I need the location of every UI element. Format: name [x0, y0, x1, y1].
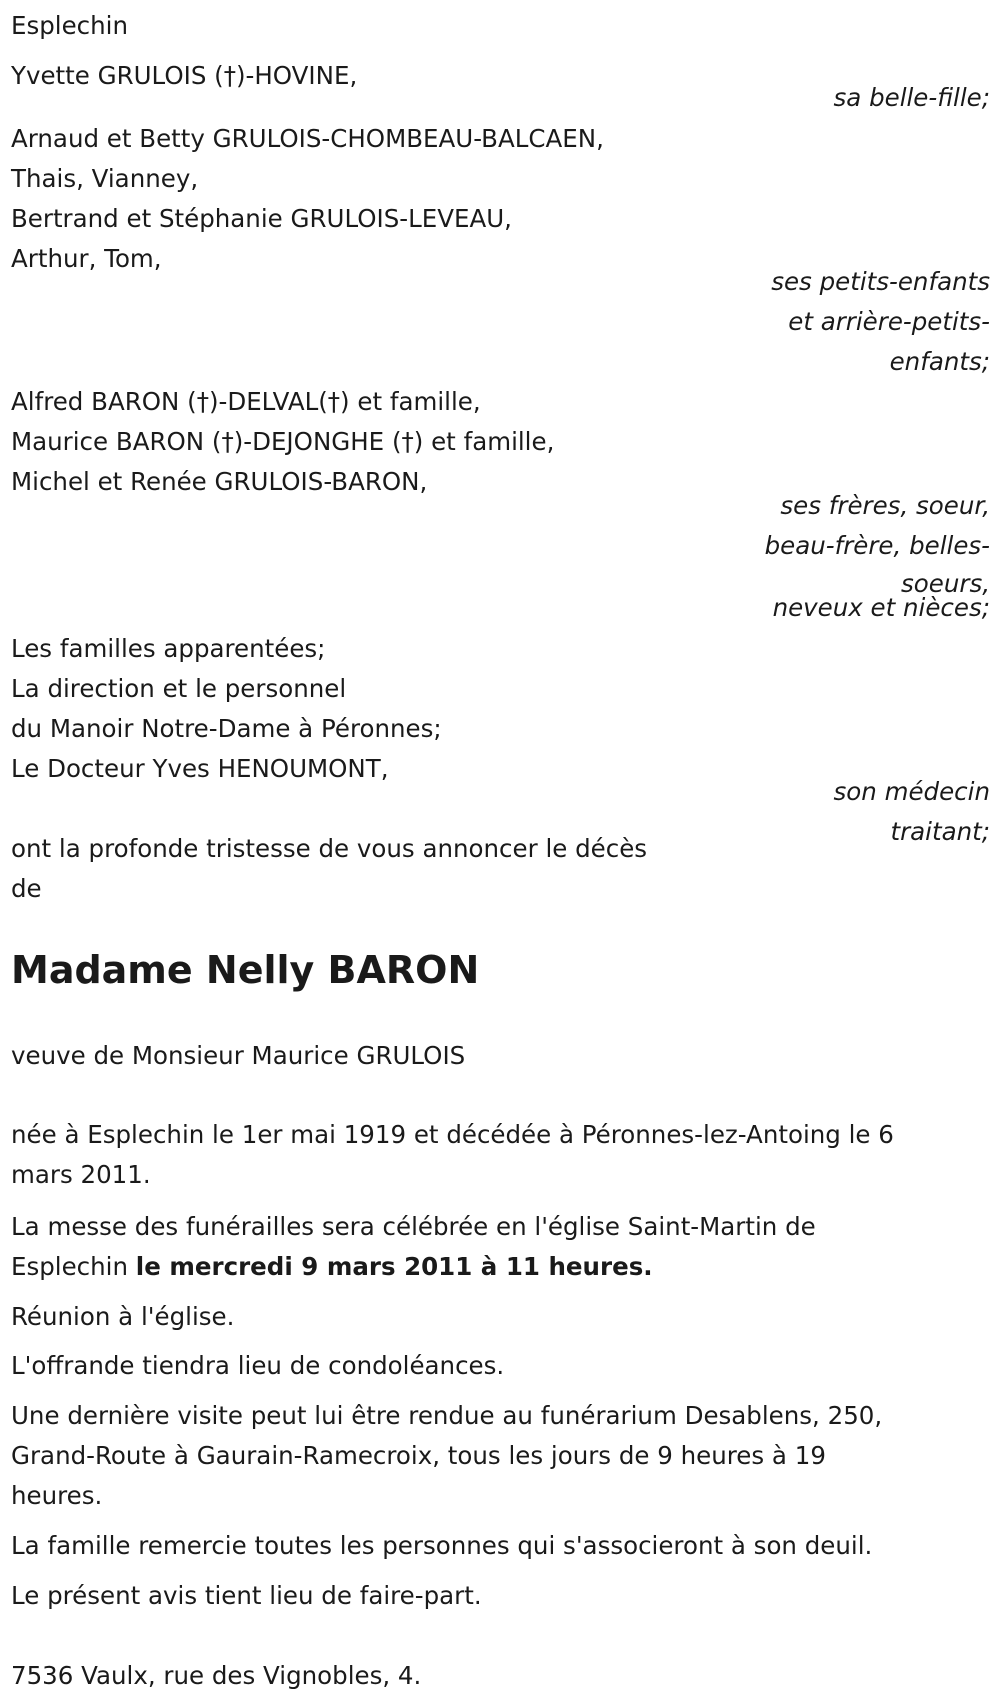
family-line: La direction et le personnel: [11, 674, 347, 703]
birth-death-line: mars 2011.: [11, 1160, 151, 1189]
funeral-mass-date: le mercredi 9 mars 2011 à 11 heures.: [135, 1252, 653, 1281]
family-line: Le Docteur Yves HENOUMONT,: [11, 754, 389, 783]
relationship-label: sa belle-fille;: [833, 83, 990, 112]
family-line: Thais, Vianney,: [11, 164, 199, 193]
family-line: du Manoir Notre-Dame à Péronnes;: [11, 714, 442, 743]
family-line: Bertrand et Stéphanie GRULOIS-LEVEAU,: [11, 204, 512, 233]
family-line: Arthur, Tom,: [11, 244, 162, 273]
visit-line: Une dernière visite peut lui être rendue au funérarium Desablens, 250,: [11, 1401, 883, 1430]
family-line: Les familles apparentées;: [11, 634, 326, 663]
relationship-label: soeurs,: [901, 569, 990, 598]
family-line: Yvette GRULOIS (†)-HOVINE,: [11, 61, 358, 90]
relationship-label: son médecin: [833, 777, 990, 806]
visit-line: heures.: [11, 1481, 103, 1510]
funeral-mass-line: [11, 1247, 653, 1287]
relationship-label: et arrière-petits-: [788, 307, 990, 336]
relationship-label: ses frères, soeur,: [780, 491, 990, 520]
family-line: Michel et Renée GRULOIS-BARON,: [11, 467, 428, 496]
announcement-line: ont la profonde tristesse de vous annoncer le décès: [11, 834, 648, 863]
meeting-line: Réunion à l'église.: [11, 1302, 235, 1331]
funeral-mass-line: La messe des funérailles sera célébrée en l'église Saint-Martin de: [11, 1212, 816, 1241]
widow-of-line: veuve de Monsieur Maurice GRULOIS: [11, 1041, 466, 1070]
header-place: Esplechin: [11, 11, 129, 40]
birth-death-line: née à Esplechin le 1er mai 1919 et décédée à Péronnes-lez-Antoing le 6: [11, 1120, 894, 1149]
funeral-mass-place: Esplechin: [11, 1252, 136, 1281]
thanks-line: La famille remercie toutes les personnes qui s'associeront à son deuil.: [11, 1531, 873, 1560]
relationship-label: enfants;: [889, 347, 990, 376]
relationship-label: beau-frère, belles-: [764, 531, 990, 560]
relationship-label: neveux et nièces;: [772, 593, 990, 622]
address-line: 7536 Vaulx, rue des Vignobles, 4.: [11, 1661, 422, 1690]
visit-line: Grand-Route à Gaurain-Ramecroix, tous les jours de 9 heures à 19: [11, 1441, 826, 1470]
relationship-label: ses petits-enfants: [771, 267, 990, 296]
family-line: Arnaud et Betty GRULOIS-CHOMBEAU-BALCAEN,: [11, 124, 604, 153]
deceased-name: Madame Nelly BARON: [11, 948, 480, 992]
announcement-line: de: [11, 874, 42, 903]
offering-line: L'offrande tiendra lieu de condoléances.: [11, 1351, 505, 1380]
notice-line: Le présent avis tient lieu de faire-part.: [11, 1581, 482, 1610]
relationship-label: traitant;: [890, 817, 990, 846]
family-line: Maurice BARON (†)-DEJONGHE (†) et famille,: [11, 427, 555, 456]
family-line: Alfred BARON (†)-DELVAL(†) et famille,: [11, 387, 481, 416]
